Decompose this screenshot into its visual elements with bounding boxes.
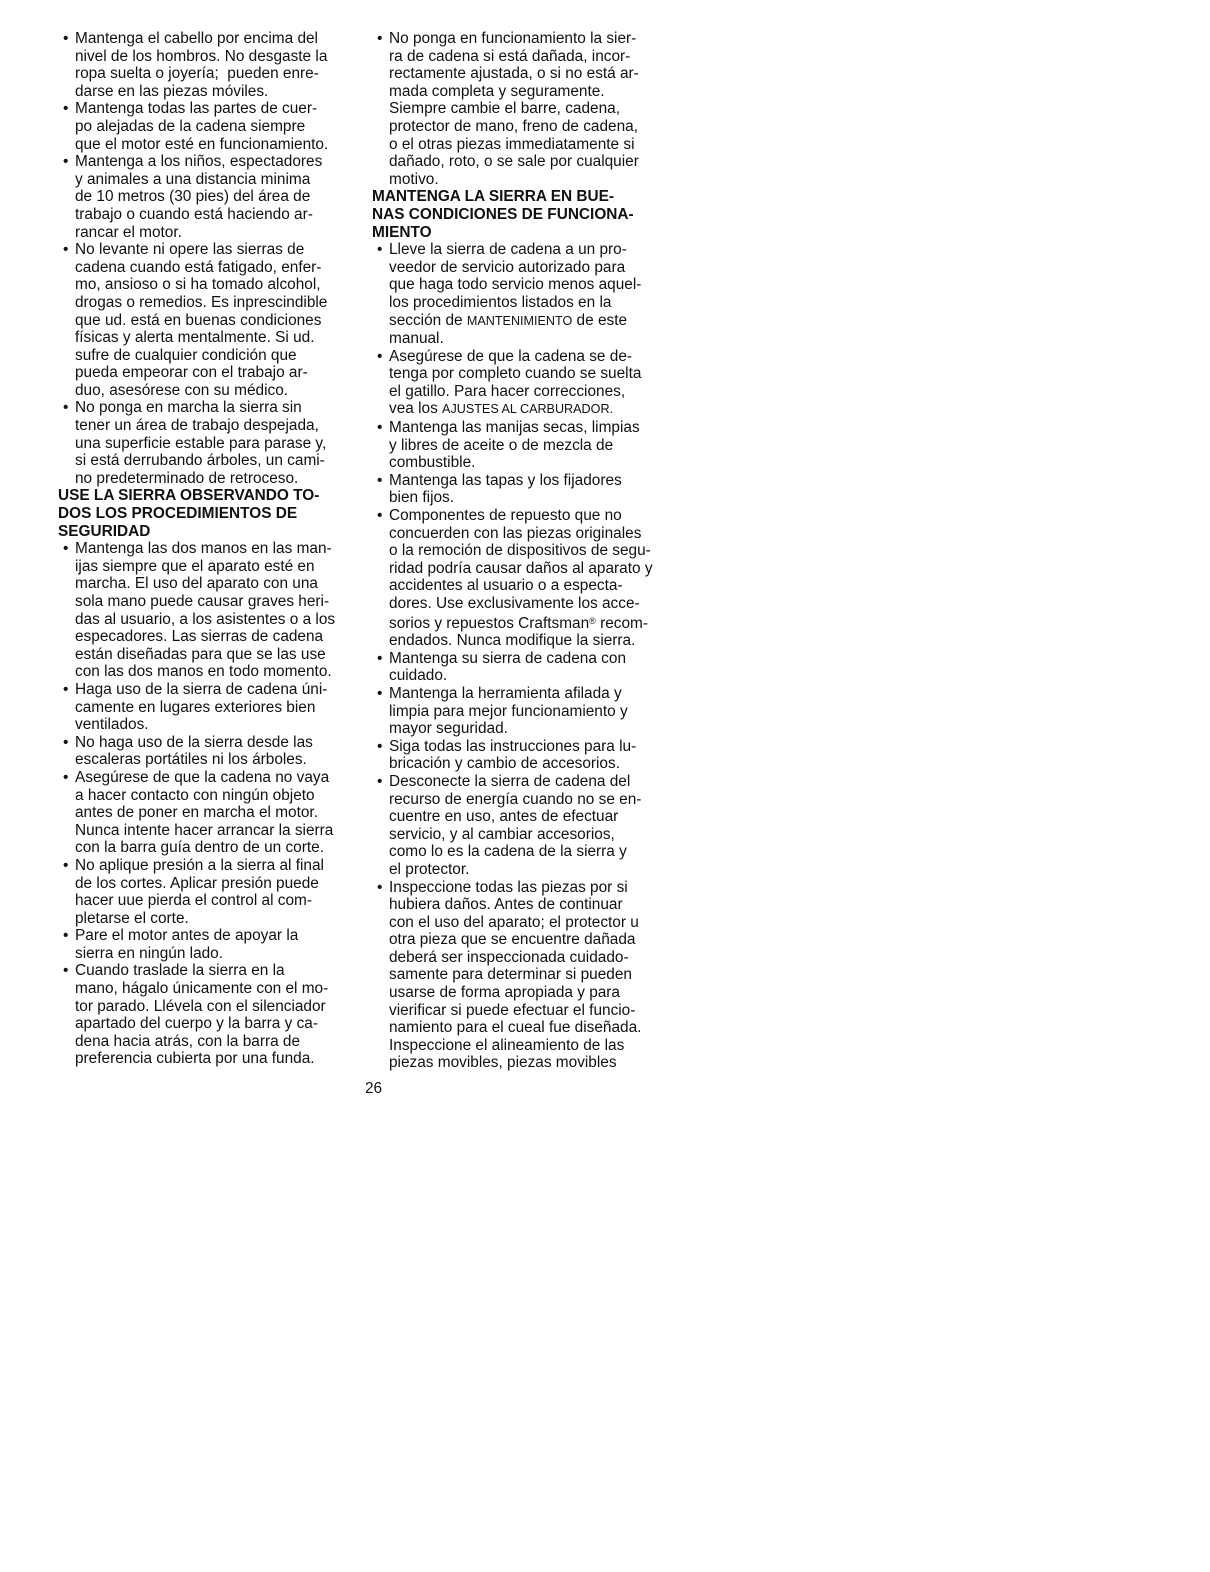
bullet-text: Asegúrese de que la cadena se de-: [389, 347, 633, 365]
bullet-line: [58, 470, 358, 488]
bullet-line: [372, 437, 672, 455]
bullet-line: [58, 171, 358, 189]
heading-line: [372, 224, 672, 242]
bullet-text: limpia para mejor funcionamiento y: [389, 702, 628, 720]
bullet-text: Mantenga las manijas secas, limpias: [389, 419, 640, 437]
bullet-item: [58, 540, 358, 681]
bullet-line: [372, 843, 672, 861]
bullet-line: [58, 364, 358, 382]
bullet-line: [372, 419, 672, 437]
bullet-text: cuentre en uso, antes de efectuar: [389, 808, 619, 826]
bullet-text: a hacer contacto con ningún objeto: [75, 786, 315, 804]
bullet-text: sección de: [389, 311, 467, 329]
bullet-text: piezas movibles, piezas movibles: [389, 1054, 617, 1072]
bullet-text: que haga todo servicio menos aquel-: [389, 276, 642, 294]
bullet-line: [58, 787, 358, 805]
bullet-line: [58, 1015, 358, 1033]
heading-text: USE LA SIERRA OBSERVANDO TO-: [58, 487, 320, 505]
bullet-line: [372, 966, 672, 984]
bullet-line: [58, 452, 358, 470]
bullet-text: Pare el motor antes de apoyar la: [75, 927, 299, 945]
bullet-text: Mantenga la herramienta afilada y: [389, 684, 622, 702]
bullet-line: [58, 734, 358, 752]
bullet-item: [58, 962, 358, 1068]
bullet-text: Cuando traslade la sierra en la: [75, 962, 285, 980]
bullet-line: [58, 65, 358, 83]
bullet-item: [58, 153, 358, 241]
bullet-text: dores. Use exclusivamente los acce-: [389, 595, 640, 612]
bullet-line: [58, 540, 358, 558]
bullet-line: [58, 136, 358, 154]
bullet-text: mada completa y seguramente.: [389, 82, 605, 100]
bullet-text: con la barra guía dentro de un corte.: [75, 839, 324, 857]
bullet-line: [58, 224, 358, 242]
bullet-line: [58, 716, 358, 734]
bullet-line: [58, 875, 358, 893]
bullet-text: especadores. Las sierras de cadena: [75, 628, 324, 646]
bullet-item: [372, 879, 672, 1073]
bullet-text: Componentes de repuesto que no: [389, 507, 622, 525]
bullet-line: [372, 1019, 672, 1037]
bullet-line: [58, 294, 358, 312]
bullet-item: [58, 100, 358, 153]
bullet-text: de los cortes. Aplicar presión puede: [75, 874, 319, 892]
bullet-line: [372, 365, 672, 383]
section-reference: MANTENIMIENTO: [466, 313, 573, 328]
bullet-text: tenga por completo cuando se suelta: [389, 365, 642, 383]
bullet-line: [58, 945, 358, 963]
bullet-line: [58, 399, 358, 417]
bullet-line: [58, 980, 358, 998]
bullet-icon: •: [377, 471, 383, 489]
bullet-text: escaleras portátiles ni los árboles.: [75, 751, 307, 769]
bullet-line: [58, 188, 358, 206]
bullet-line: [58, 1050, 358, 1068]
bullet-text: otra pieza que se encuentre dañada: [389, 931, 636, 949]
bullet-item: [58, 857, 358, 927]
bullet-line: [58, 910, 358, 928]
bullet-line: [372, 259, 672, 277]
bullet-icon: •: [63, 153, 69, 171]
bullet-line: [58, 347, 358, 365]
bullet-icon: •: [377, 419, 383, 437]
bullet-text: sierra en ningún lado.: [75, 944, 224, 962]
bullet-line: [372, 667, 672, 685]
bullet-text: No aplique presión a la sierra al final: [75, 856, 324, 874]
bullet-icon: •: [63, 241, 69, 259]
bullet-line: [372, 83, 672, 101]
bullet-line: [372, 685, 672, 703]
bullet-text: das al usuario, a los asistentes o a los: [75, 610, 336, 628]
bullet-item: [372, 30, 672, 188]
bullet-text: veedor de servicio autorizado para: [389, 258, 626, 276]
bullet-line: [58, 435, 358, 453]
bullet-text: que el motor esté en funcionamiento.: [75, 135, 329, 153]
bullet-line: [372, 48, 672, 66]
bullet-line: [58, 417, 358, 435]
bullet-line: [58, 611, 358, 629]
bullet-icon: •: [63, 856, 69, 874]
bullet-line: [58, 839, 358, 857]
bullet-line: [372, 30, 672, 48]
bullet-line: [58, 118, 358, 136]
bullet-text: hubiera daños. Antes de continuar: [389, 896, 623, 914]
bullet-line: [372, 400, 672, 419]
bullet-item: [58, 769, 358, 857]
bullet-text: endados. Nunca modifique la sierra.: [389, 632, 636, 650]
bullet-text: tener un área de trabajo despejada,: [75, 417, 319, 435]
bullet-text: darse en las piezas móviles.: [75, 82, 269, 100]
bullet-text: deberá ser inspeccionada cuidado-: [389, 948, 629, 966]
bullet-icon: •: [63, 30, 69, 47]
bullet-text: Nunca intente hacer arrancar la sierra: [75, 821, 334, 839]
bullet-text: si está derrubando árboles, un cami-: [75, 452, 325, 470]
bullet-icon: •: [377, 649, 383, 667]
page-number: 26: [365, 1080, 383, 1097]
bullet-line: [372, 383, 672, 401]
bullet-text: Haga uso de la sierra de cadena úni-: [75, 680, 328, 698]
bullet-text: sufre de cualquier condición que: [75, 346, 297, 364]
bullet-text: están diseñadas para que se las use: [75, 645, 326, 663]
bullet-line: [58, 48, 358, 66]
bullet-text: antes de poner en marcha el motor.: [75, 804, 318, 822]
bullet-line: [58, 927, 358, 945]
bullet-line: [58, 681, 358, 699]
bullet-line: [58, 329, 358, 347]
bullet-text: bricación y cambio de accesorios.: [389, 755, 620, 773]
bullet-text: de 10 metros (30 pies) del área de: [75, 188, 311, 206]
heading-line: [372, 188, 672, 206]
bullet-text: y libres de aceite o de mezcla de: [389, 436, 614, 454]
bullet-line: [58, 892, 358, 910]
heading-text: MANTENGA LA SIERRA EN BUE-: [372, 188, 614, 206]
bullet-item: [58, 30, 358, 100]
bullet-text: duo, asesórese con su médico.: [75, 381, 289, 399]
bullet-icon: •: [377, 347, 383, 365]
bullet-line: [58, 646, 358, 664]
bullet-text: Siga todas las instrucciones para lu-: [389, 737, 637, 755]
bullet-line: [58, 83, 358, 101]
bullet-text: Inspeccione el alineamiento de las: [389, 1036, 625, 1054]
bullet-line: [58, 663, 358, 681]
bullet-text: el gatillo. Para hacer correcciones,: [389, 382, 626, 400]
bullet-line: [372, 276, 672, 294]
bullet-line: [372, 931, 672, 949]
bullet-icon: •: [63, 768, 69, 786]
bullet-text: samente para determinar si pueden: [389, 966, 632, 984]
bullet-line: [58, 276, 358, 294]
bullet-text: recom-: [595, 614, 648, 632]
bullet-line: [372, 241, 672, 259]
bullet-text: Siempre cambie el barre, cadena,: [389, 100, 620, 118]
bullet-line: [372, 1054, 672, 1072]
bullet-line: [372, 171, 672, 189]
bullet-line: [372, 808, 672, 826]
bullet-text: protector de mano, freno de cadena,: [389, 117, 638, 135]
bullet-text: servicio, y al cambiar accesorios,: [389, 825, 615, 843]
bullet-line: [58, 998, 358, 1016]
bullet-text: manual.: [389, 330, 444, 348]
bullet-text: mo, ansioso o si ha tomado alcohol,: [75, 276, 321, 294]
bullet-text: una superficie estable para parase y,: [75, 434, 327, 452]
bullet-text: combustible.: [389, 454, 476, 472]
bullet-icon: •: [377, 507, 383, 525]
bullet-text: Inspeccione todas las piezas por si: [389, 878, 628, 896]
bullet-line: [372, 773, 672, 791]
bullet-item: [58, 927, 358, 962]
bullet-text: vea los: [389, 400, 443, 418]
section-reference: AJUSTES AL CARBURADOR.: [442, 402, 614, 417]
bullet-line: [58, 769, 358, 787]
bullet-text: rectamente ajustada, o si no está ar-: [389, 65, 639, 83]
bullet-line: [58, 822, 358, 840]
registered-mark: ®: [589, 615, 596, 626]
bullet-line: [372, 650, 672, 668]
bullet-text: namiento para el cueal fue diseñada.: [389, 1019, 642, 1037]
bullet-line: [372, 738, 672, 756]
bullet-text: cuidado.: [389, 667, 448, 685]
bullet-text: Mantenga las dos manos en las man-: [75, 540, 332, 558]
bullet-text: Mantenga las tapas y los fijadores: [389, 471, 622, 489]
bullet-line: [372, 100, 672, 118]
bullet-line: [372, 1002, 672, 1020]
bullet-line: [372, 826, 672, 844]
bullet-line: [58, 628, 358, 646]
bullet-icon: •: [377, 241, 383, 259]
bullet-line: [372, 136, 672, 154]
bullet-text: o la remoción de dispositivos de segu-: [389, 542, 651, 560]
bullet-line: [372, 330, 672, 348]
bullet-text: motivo.: [389, 170, 439, 188]
bullet-icon: •: [377, 878, 383, 896]
bullet-text: ridad podría causar daños al aparato y: [389, 559, 653, 577]
bullet-line: [58, 699, 358, 717]
bullet-line: [58, 259, 358, 277]
bullet-line: [372, 879, 672, 897]
bullet-text: ropa suelta o joyería; pueden enre-: [75, 65, 319, 83]
bullet-line: [372, 65, 672, 83]
bullet-line: [372, 489, 672, 507]
bullet-line: [372, 984, 672, 1002]
bullet-line: [372, 914, 672, 932]
bullet-text: Mantenga a los niños, espectadores: [75, 153, 323, 171]
bullet-line: [58, 1033, 358, 1051]
bullet-line: [372, 294, 672, 312]
bullet-item: [372, 241, 672, 348]
bullet-text: con las dos manos en todo momento.: [75, 663, 332, 681]
bullet-text: No ponga en funcionamiento la sier-: [389, 30, 637, 47]
bullet-icon: •: [63, 540, 69, 558]
bullet-line: [372, 118, 672, 136]
bullet-line: [58, 100, 358, 118]
bullet-text: sola mano puede causar graves heri-: [75, 593, 330, 610]
left-column: [58, 30, 358, 1068]
bullet-icon: •: [63, 399, 69, 417]
bullet-text: con el uso del aparato; el protector u: [389, 913, 639, 931]
bullet-item: [372, 685, 672, 738]
bullet-text: ventilados.: [75, 716, 149, 734]
bullet-text: pletarse el corte.: [75, 909, 189, 927]
bullet-line: [372, 949, 672, 967]
bullet-line: [58, 804, 358, 822]
bullet-text: nivel de los hombros. No desgaste la: [75, 47, 328, 65]
bullet-text: sorios y repuestos Craftsman: [389, 614, 590, 632]
bullet-line: [58, 857, 358, 875]
bullet-line: [372, 507, 672, 525]
bullet-line: [58, 241, 358, 259]
bullet-text: Mantenga todas las partes de cuer-: [75, 100, 318, 118]
bullet-icon: •: [377, 684, 383, 702]
bullet-text: ra de cadena si está dañada, incor-: [389, 47, 631, 65]
bullet-text: Desconecte la sierra de cadena del: [389, 772, 631, 790]
bullet-text: hacer uue pierda el control al com-: [75, 892, 312, 910]
section-heading: [372, 188, 672, 241]
bullet-text: apartado del cuerpo y la barra y ca-: [75, 1015, 318, 1033]
bullet-line: [372, 632, 672, 650]
bullet-text: pueda empeorar con el trabajo ar-: [75, 364, 308, 382]
bullet-line: [58, 962, 358, 980]
bullet-text: No ponga en marcha la sierra sin: [75, 399, 302, 417]
bullet-text: que ud. está en buenas condiciones: [75, 311, 322, 329]
bullet-line: [372, 861, 672, 879]
bullet-line: [372, 525, 672, 543]
bullet-line: [58, 153, 358, 171]
bullet-text: ijas siempre que el aparato esté en: [75, 557, 315, 575]
bullet-icon: •: [63, 927, 69, 945]
bullet-line: [58, 575, 358, 593]
bullet-text: y animales a una distancia minima: [75, 170, 311, 188]
heading-line: [58, 505, 358, 523]
bullet-text: dena hacia atrás, con la barra de: [75, 1032, 301, 1050]
bullet-text: vierificar si puede efectuar el funcio-: [389, 1001, 636, 1019]
bullet-text: trabajo o cuando está haciendo ar-: [75, 205, 313, 223]
bullet-line: [372, 577, 672, 595]
bullet-item: [372, 507, 672, 650]
bullet-icon: •: [377, 30, 383, 47]
bullet-text: no predeterminado de retroceso.: [75, 469, 299, 487]
heading-line: [58, 487, 358, 505]
bullet-text: bien fijos.: [389, 489, 455, 507]
bullet-line: [372, 613, 672, 633]
bullet-text: Mantenga el cabello por encima del: [75, 30, 318, 47]
bullet-line: [372, 896, 672, 914]
heading-line: [58, 523, 358, 541]
bullet-line: [372, 1037, 672, 1055]
bullet-text: camente en lugares exteriores bien: [75, 698, 316, 716]
bullet-line: [372, 542, 672, 560]
section-heading: [58, 487, 358, 540]
heading-line: [372, 206, 672, 224]
bullet-text: cadena cuando está fatigado, enfer-: [75, 258, 322, 276]
bullet-line: [58, 558, 358, 576]
heading-text: MIENTO: [372, 223, 432, 241]
bullet-item: [372, 472, 672, 507]
bullet-text: recurso de energía cuando no se en-: [389, 790, 642, 808]
bullet-text: accidentes al usuario o a especta-: [389, 577, 623, 595]
bullet-text: usarse de forma apropiada y para: [389, 984, 620, 1002]
bullet-text: los procedimientos listados en la: [389, 293, 612, 311]
bullet-icon: •: [377, 737, 383, 755]
bullet-line: [372, 720, 672, 738]
bullet-line: [372, 755, 672, 773]
bullet-line: [372, 791, 672, 809]
bullet-text: concuerden con las piezas originales: [389, 524, 642, 542]
bullet-item: [372, 348, 672, 419]
bullet-text: No haga uso de la sierra desde las: [75, 733, 313, 751]
bullet-icon: •: [63, 680, 69, 698]
bullet-text: No levante ni opere las sierras de: [75, 241, 305, 259]
bullet-line: [372, 454, 672, 472]
bullet-text: el protector.: [389, 860, 470, 878]
bullet-text: drogas o remedios. Es inprescindible: [75, 293, 328, 311]
bullet-text: mano, hágalo únicamente con el mo-: [75, 980, 329, 998]
heading-text: DOS LOS PROCEDIMIENTOS DE: [58, 505, 298, 523]
bullet-item: [58, 399, 358, 487]
bullet-item: [58, 734, 358, 769]
heading-text: NAS CONDICIONES DE FUNCIONA-: [372, 205, 634, 223]
bullet-text: como lo es la cadena de la sierra y: [389, 843, 627, 861]
bullet-line: [58, 593, 358, 611]
bullet-item: [372, 419, 672, 472]
bullet-line: [372, 560, 672, 578]
bullet-line: [58, 751, 358, 769]
bullet-text: físicas y alerta mentalmente. Si ud.: [75, 329, 315, 347]
bullet-text: o el otras piezas immediatamente si: [389, 135, 635, 153]
bullet-line: [58, 312, 358, 330]
right-column: [372, 30, 672, 1072]
bullet-item: [372, 650, 672, 685]
bullet-text: po alejadas de la cadena siempre: [75, 117, 306, 135]
bullet-line: [372, 348, 672, 366]
bullet-text: preferencia cubierta por una funda.: [75, 1050, 315, 1068]
bullet-icon: •: [63, 100, 69, 118]
heading-text: SEGURIDAD: [58, 522, 151, 540]
bullet-item: [58, 681, 358, 734]
bullet-line: [58, 30, 358, 48]
bullet-line: [58, 206, 358, 224]
bullet-icon: •: [63, 733, 69, 751]
bullet-text: marcha. El uso del aparato con una: [75, 575, 318, 593]
bullet-item: [58, 241, 358, 399]
bullet-line: [372, 703, 672, 721]
bullet-item: [372, 773, 672, 879]
bullet-text: Asegúrese de que la cadena no vaya: [75, 768, 330, 786]
bullet-item: [372, 738, 672, 773]
bullet-line: [372, 595, 672, 613]
bullet-icon: •: [63, 962, 69, 980]
bullet-icon: •: [377, 772, 383, 790]
bullet-text: Lleve la sierra de cadena a un pro-: [389, 241, 627, 259]
bullet-text: tor parado. Llévela con el silenciador: [75, 997, 326, 1015]
bullet-text: rancar el motor.: [75, 223, 182, 241]
bullet-line: [372, 472, 672, 490]
bullet-text: de este: [572, 311, 628, 329]
bullet-text: mayor seguridad.: [389, 720, 508, 738]
bullet-line: [58, 382, 358, 400]
bullet-text: Mantenga su sierra de cadena con: [389, 649, 626, 667]
bullet-line: [372, 312, 672, 331]
bullet-text: dañado, roto, o se sale por cualquier: [389, 153, 639, 171]
bullet-line: [372, 153, 672, 171]
